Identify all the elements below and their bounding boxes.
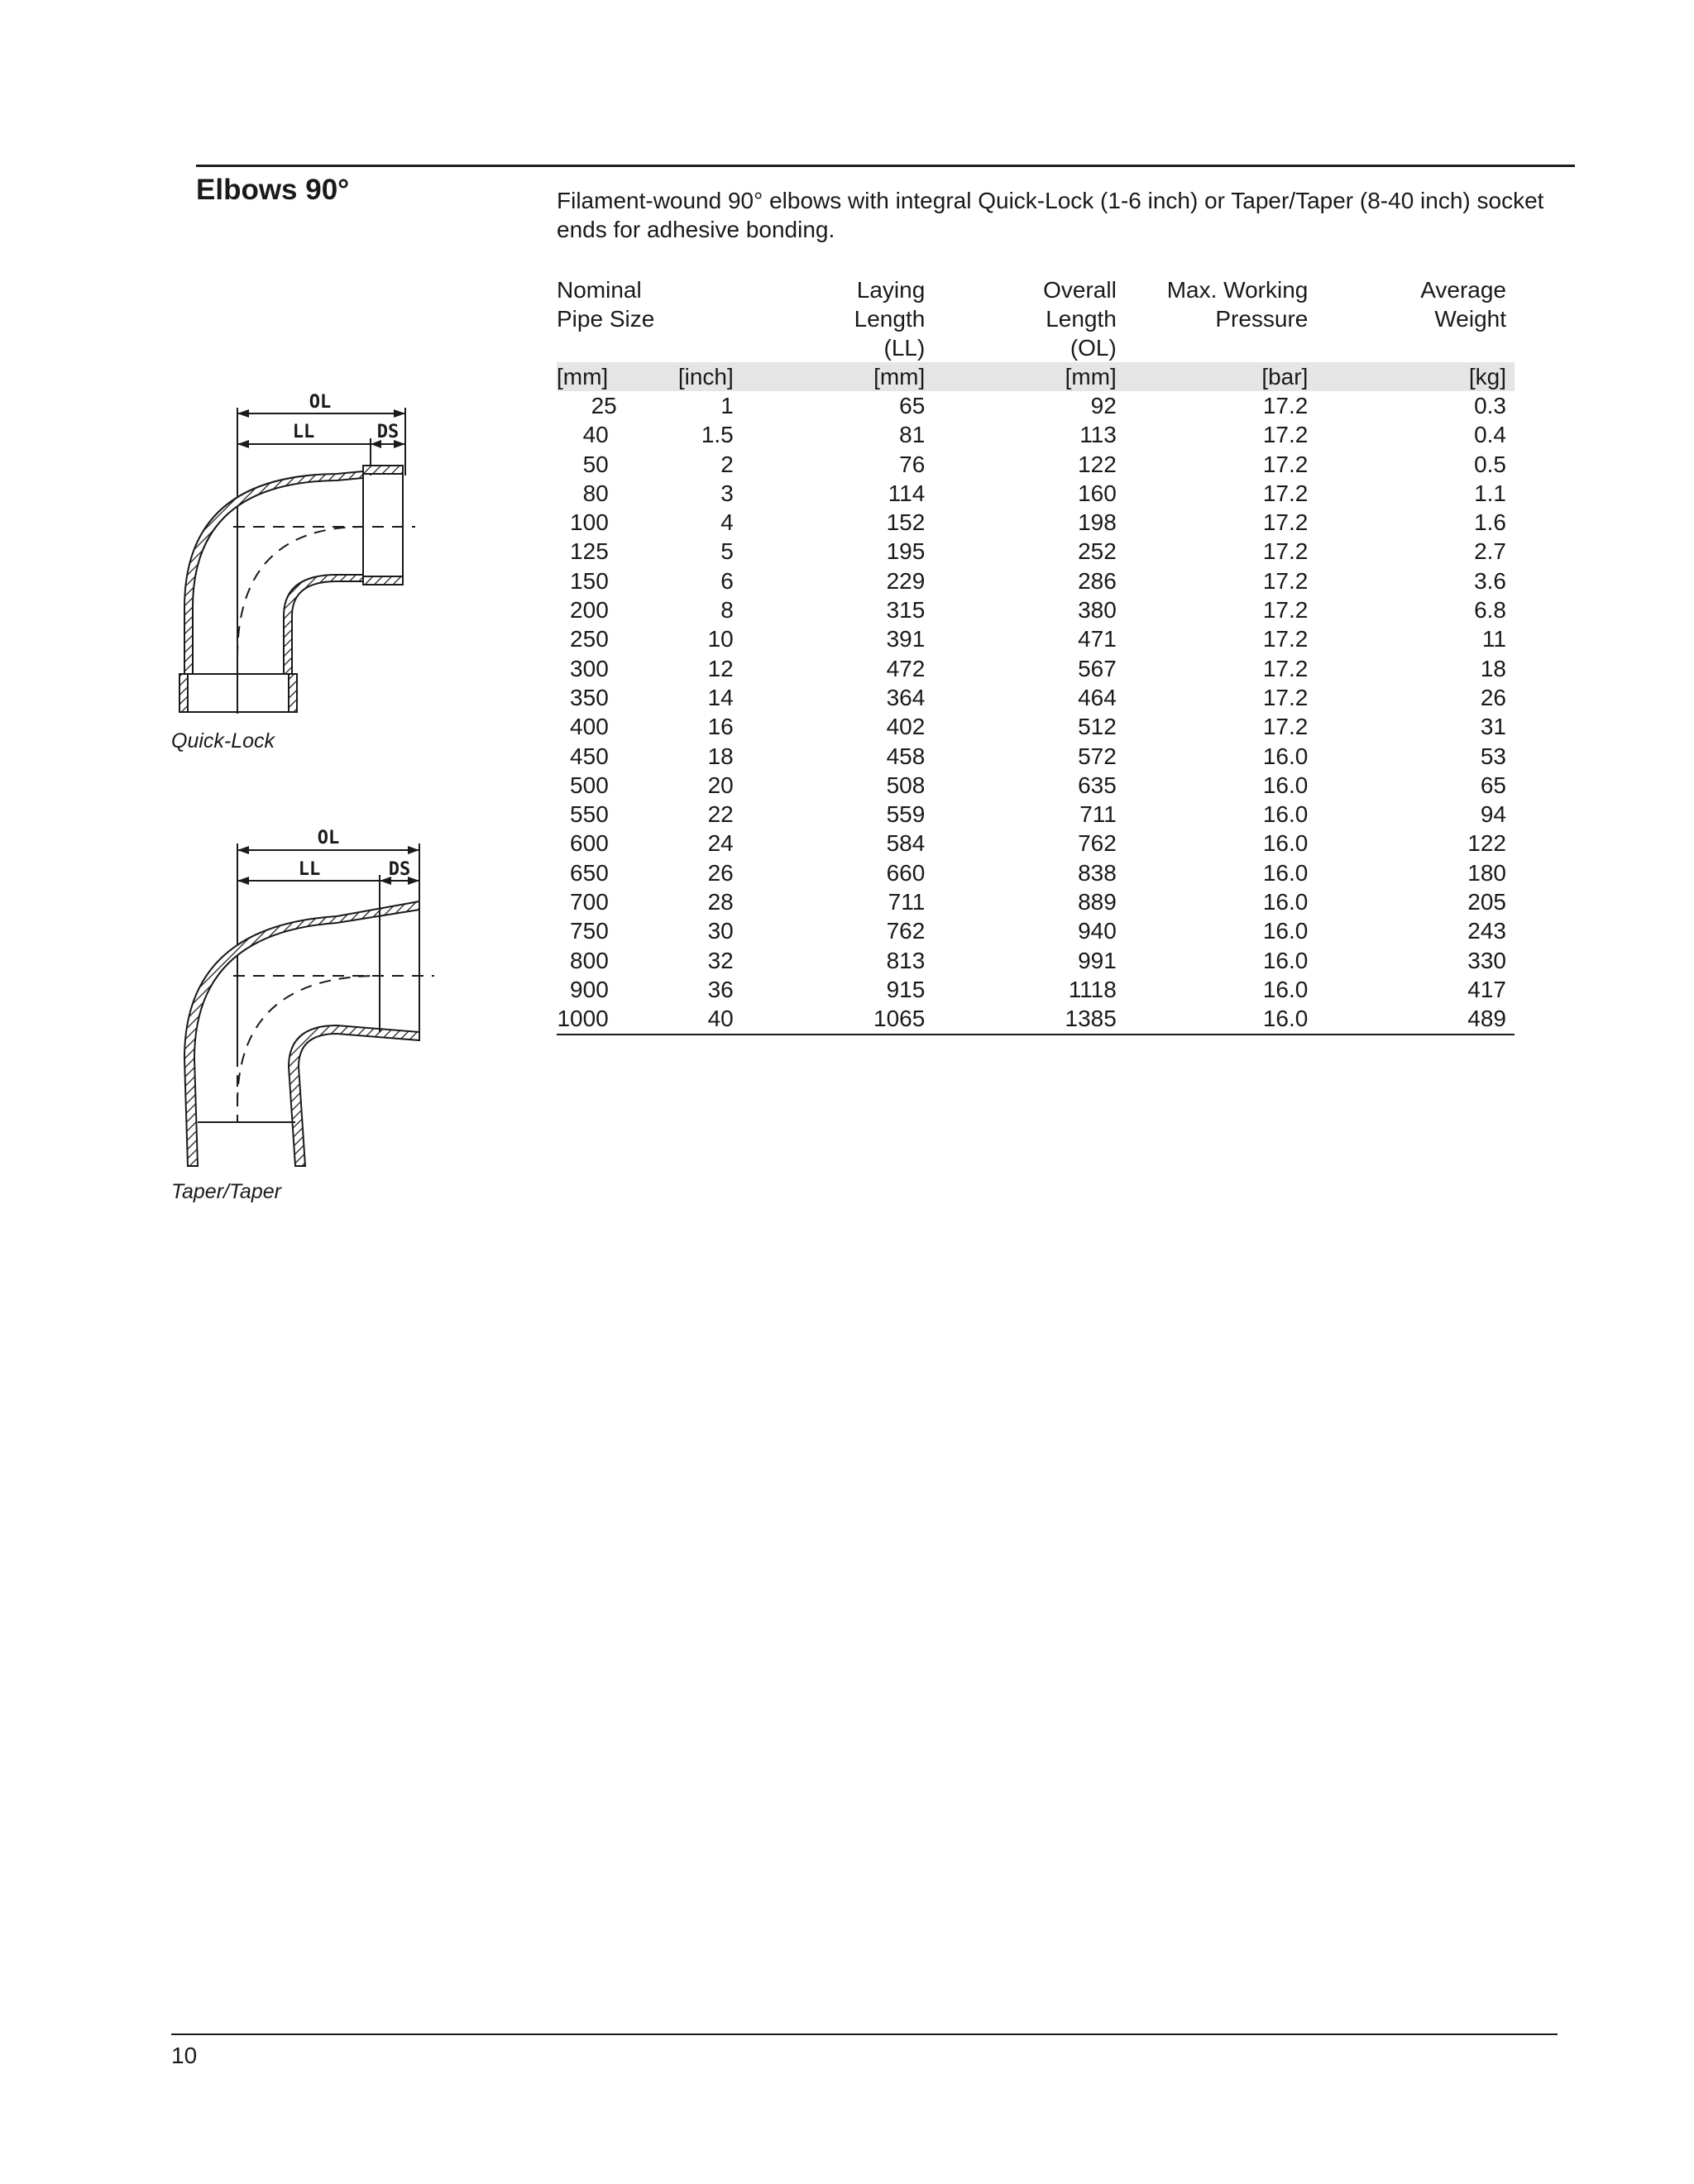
- cell-mm: 800: [570, 947, 609, 973]
- cell-ll: 711: [888, 889, 926, 915]
- unit-bar: [bar]: [1125, 362, 1317, 391]
- section-title: Elbows 90°: [196, 174, 350, 206]
- cell-pressure: 17.2: [1262, 714, 1309, 740]
- cell-ll: 559: [886, 801, 926, 828]
- table-row: [557, 975, 1515, 1004]
- cell-mm: 450: [570, 743, 609, 769]
- cell-inch: 20: [707, 772, 734, 798]
- cell-inch: 1.5: [701, 422, 734, 448]
- header-pipe-size: Pipe Size: [557, 306, 655, 332]
- cell-inch: 12: [707, 655, 734, 681]
- cell-ll: 660: [886, 859, 926, 886]
- cell-pressure: 16.0: [1262, 889, 1309, 915]
- cell-ll: 472: [886, 655, 926, 681]
- table-row: [557, 508, 1515, 537]
- cell-mm: 700: [570, 889, 609, 915]
- cell-pressure: 16.0: [1262, 801, 1309, 828]
- unit-mm: [mm]: [557, 362, 617, 391]
- cell-mm: 150: [570, 567, 609, 594]
- cell-inch: 18: [707, 743, 734, 769]
- cell-mm: 100: [570, 509, 609, 536]
- table-row: [557, 654, 1515, 683]
- cell-ll: 364: [886, 684, 926, 710]
- cell-mm: 600: [570, 830, 609, 857]
- cell-ol: 286: [1078, 567, 1117, 594]
- cell-mm: 1000: [557, 1004, 617, 1034]
- cell-ll: 114: [888, 480, 926, 506]
- cell-weight: 489: [1316, 1004, 1515, 1034]
- cell-inch: 24: [707, 830, 734, 857]
- cell-mm: 200: [570, 597, 609, 624]
- table-row: [557, 771, 1515, 800]
- cell-inch: 1: [720, 393, 734, 418]
- header-overall: Overall: [1043, 277, 1117, 303]
- table-row: [557, 712, 1515, 741]
- cell-weight: 417: [1467, 976, 1506, 1002]
- taper-taper-dim-ds: DS: [388, 859, 411, 880]
- table-row: [557, 479, 1515, 508]
- unit-laying-mm: [mm]: [742, 362, 934, 391]
- cell-inch: 40: [617, 1004, 742, 1034]
- table-units-row: [557, 362, 1515, 391]
- cell-inch: 30: [707, 918, 734, 944]
- table-row: [557, 595, 1515, 624]
- unit-overall-mm: [mm]: [933, 362, 1125, 391]
- table-header-row: [557, 275, 1515, 304]
- cell-weight: 122: [1467, 830, 1506, 857]
- header-laying: Laying: [856, 277, 926, 303]
- header-overall-abbr: (OL): [1070, 335, 1117, 361]
- cell-ll: 229: [886, 567, 926, 594]
- cell-weight: 205: [1467, 889, 1506, 915]
- table-header-row: [557, 333, 1515, 362]
- cell-mm: 500: [570, 772, 609, 798]
- taper-taper-dim-ll: LL: [298, 859, 321, 880]
- cell-pressure: 16.0: [1262, 918, 1309, 944]
- unit-inch: [inch]: [617, 362, 742, 391]
- cell-inch: 22: [707, 801, 734, 828]
- cell-pressure: 17.2: [1262, 393, 1309, 418]
- table-row: [557, 1004, 1515, 1034]
- cell-ol: 380: [1078, 597, 1117, 624]
- cell-inch: 28: [707, 889, 734, 915]
- cell-pressure: 17.2: [1262, 597, 1309, 624]
- cell-ll: 584: [886, 830, 926, 857]
- cell-pressure: 16.0: [1262, 976, 1309, 1002]
- elbow-dimensions-table: [557, 275, 1515, 1035]
- cell-pressure: 17.2: [1262, 480, 1309, 506]
- table-row: [557, 742, 1515, 771]
- cell-weight: 0.4: [1474, 422, 1506, 448]
- cell-ol: 1385: [933, 1004, 1125, 1034]
- cell-ll: 813: [886, 947, 926, 973]
- cell-ll: 915: [886, 976, 926, 1002]
- cell-inch: 4: [720, 509, 734, 536]
- cell-pressure: 16.0: [1262, 830, 1309, 857]
- cell-ol: 113: [1079, 422, 1117, 448]
- table-row: [557, 391, 1515, 420]
- cell-ol: 635: [1078, 772, 1117, 798]
- cell-mm: 900: [570, 976, 609, 1002]
- cell-mm: 25: [591, 393, 617, 418]
- cell-weight: 1.6: [1474, 509, 1506, 536]
- cell-pressure: 16.0: [1125, 1004, 1317, 1034]
- cell-ol: 572: [1078, 743, 1117, 769]
- header-pressure: Max. Working: [1166, 277, 1309, 303]
- cell-ol: 471: [1078, 626, 1117, 652]
- header-laying-length: Length: [854, 306, 926, 332]
- cell-ll: 315: [886, 597, 926, 624]
- unit-kg: [kg]: [1316, 362, 1515, 391]
- cell-pressure: 17.2: [1262, 567, 1309, 594]
- cell-pressure: 17.2: [1262, 626, 1309, 652]
- cell-ol: 92: [1090, 393, 1117, 418]
- cell-weight: 6.8: [1474, 597, 1506, 624]
- cell-ol: 1118: [1068, 976, 1117, 1002]
- cell-weight: 65: [1480, 772, 1506, 798]
- table-row: [557, 683, 1515, 712]
- cell-ll: 508: [886, 772, 926, 798]
- cell-ol: 711: [1079, 801, 1117, 828]
- cell-weight: 18: [1480, 655, 1506, 681]
- quick-lock-dim-ol: OL: [309, 392, 332, 413]
- cell-pressure: 16.0: [1262, 859, 1309, 886]
- cell-inch: 26: [707, 859, 734, 886]
- cell-inch: 8: [720, 597, 734, 624]
- cell-ol: 512: [1078, 714, 1117, 740]
- header-laying-abbr: (LL): [883, 335, 926, 361]
- cell-ol: 991: [1078, 947, 1117, 973]
- cell-inch: 16: [707, 714, 734, 740]
- cell-weight: 94: [1480, 801, 1506, 828]
- cell-inch: 6: [720, 567, 734, 594]
- cell-mm: 250: [570, 626, 609, 652]
- quick-lock-caption: Quick-Lock: [171, 729, 275, 753]
- table-row: [557, 858, 1515, 887]
- cell-pressure: 16.0: [1262, 772, 1309, 798]
- cell-mm: 80: [582, 480, 609, 506]
- cell-mm: 40: [582, 422, 609, 448]
- cell-ll: 81: [899, 422, 926, 448]
- cell-ol: 762: [1078, 830, 1117, 857]
- cell-ol: 252: [1078, 538, 1117, 565]
- table-row: [557, 829, 1515, 858]
- header-weight-2: Weight: [1434, 306, 1506, 332]
- table-row: [557, 887, 1515, 916]
- cell-weight: 11: [1481, 626, 1506, 652]
- cell-ll: 152: [886, 509, 926, 536]
- page-number: 10: [171, 2043, 198, 2068]
- taper-taper-dim-ol: OL: [317, 828, 340, 848]
- cell-ll: 76: [899, 451, 926, 477]
- cell-inch: 2: [720, 451, 734, 477]
- cell-pressure: 17.2: [1262, 422, 1309, 448]
- header-overall-length: Length: [1046, 306, 1117, 332]
- header-pressure-2: Pressure: [1215, 306, 1309, 332]
- cell-ol: 160: [1078, 480, 1117, 506]
- table-row: [557, 946, 1515, 975]
- cell-weight: 3.6: [1474, 567, 1506, 594]
- cell-mm: 350: [570, 684, 609, 710]
- cell-inch: 5: [720, 538, 734, 565]
- cell-inch: 36: [707, 976, 734, 1002]
- cell-weight: 53: [1480, 743, 1506, 769]
- taper-taper-elbow-drawing: [171, 819, 444, 1174]
- cell-ll: 402: [886, 714, 926, 740]
- cell-pressure: 16.0: [1262, 947, 1309, 973]
- table-row: [557, 450, 1515, 479]
- cell-ll: 762: [886, 918, 926, 944]
- cell-ll: 458: [886, 743, 926, 769]
- table-row: [557, 624, 1515, 653]
- cell-inch: 3: [720, 480, 734, 506]
- table-row: [557, 420, 1515, 449]
- taper-taper-caption: Taper/Taper: [171, 1180, 281, 1203]
- table-row: [557, 916, 1515, 945]
- cell-weight: 180: [1467, 859, 1506, 886]
- cell-mm: 125: [570, 538, 609, 565]
- top-rule: [196, 165, 1575, 167]
- cell-mm: 50: [582, 451, 609, 477]
- bottom-rule: [171, 2033, 1558, 2035]
- cell-pressure: 17.2: [1262, 684, 1309, 710]
- cell-weight: 1.1: [1474, 480, 1506, 506]
- cell-pressure: 17.2: [1262, 451, 1309, 477]
- table-row: [557, 566, 1515, 595]
- cell-ol: 838: [1078, 859, 1117, 886]
- cell-mm: 300: [570, 655, 609, 681]
- cell-weight: 0.3: [1474, 393, 1506, 418]
- cell-ol: 940: [1078, 918, 1117, 944]
- cell-mm: 750: [570, 918, 609, 944]
- quick-lock-dim-ds: DS: [376, 422, 400, 442]
- cell-inch: 32: [707, 947, 734, 973]
- cell-ol: 464: [1078, 684, 1117, 710]
- cell-ol: 122: [1078, 451, 1117, 477]
- table-header-row: [557, 304, 1515, 333]
- cell-mm: 400: [570, 714, 609, 740]
- cell-ll: 65: [899, 393, 926, 418]
- cell-ol: 889: [1078, 889, 1117, 915]
- cell-inch: 10: [707, 626, 734, 652]
- cell-inch: 14: [707, 684, 734, 710]
- section-description: Filament-wound 90° elbows with integral Quick-Lock (1-6 inch) or Taper/Taper (8-40 inch) socket ends for adhesive bonding.: [557, 188, 1544, 242]
- cell-weight: 26: [1480, 684, 1506, 710]
- cell-pressure: 17.2: [1262, 509, 1309, 536]
- cell-weight: 2.7: [1474, 538, 1506, 565]
- cell-weight: 0.5: [1474, 451, 1506, 477]
- table-row: [557, 800, 1515, 829]
- cell-ll: 1065: [742, 1004, 934, 1034]
- table-row: [557, 537, 1515, 566]
- cell-pressure: 16.0: [1262, 743, 1309, 769]
- cell-mm: 650: [570, 859, 609, 886]
- cell-weight: 330: [1467, 947, 1506, 973]
- cell-pressure: 17.2: [1262, 538, 1309, 565]
- header-weight: Average: [1420, 277, 1506, 303]
- cell-ll: 195: [886, 538, 926, 565]
- header-nominal: Nominal: [557, 277, 642, 303]
- cell-ol: 198: [1078, 509, 1117, 536]
- cell-mm: 550: [570, 801, 609, 828]
- cell-weight: 243: [1467, 918, 1506, 944]
- cell-ll: 391: [886, 626, 926, 652]
- quick-lock-elbow-drawing: [171, 385, 428, 732]
- quick-lock-dim-ll: LL: [292, 422, 315, 442]
- cell-pressure: 17.2: [1262, 655, 1309, 681]
- cell-weight: 31: [1480, 714, 1506, 740]
- cell-ol: 567: [1078, 655, 1117, 681]
